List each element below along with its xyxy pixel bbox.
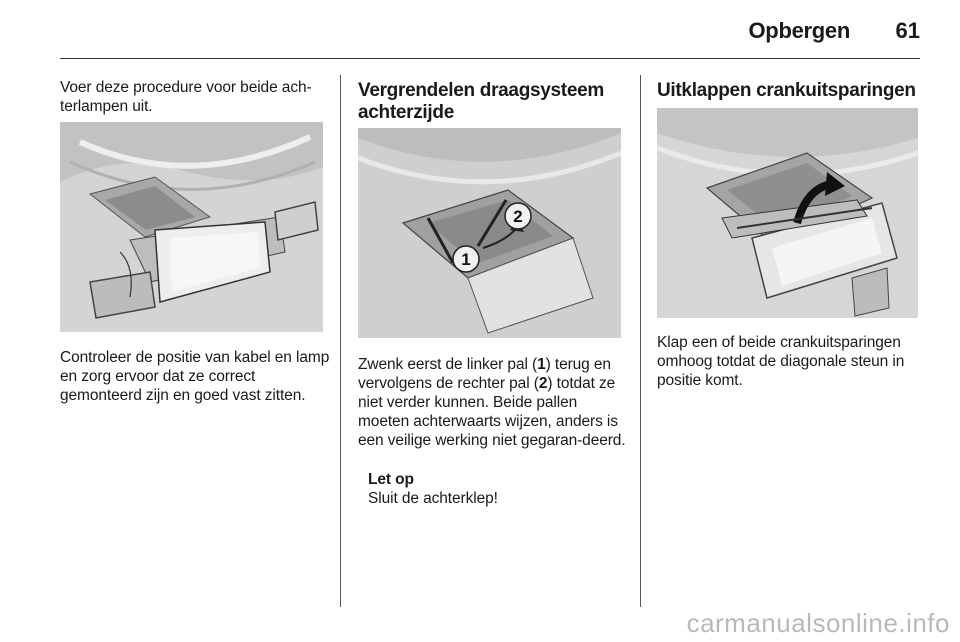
column-divider-2 <box>640 75 641 607</box>
col2-heading: Vergrendelen draagsysteem achterzijde <box>358 80 604 123</box>
body-text-part3: ) totdat ze niet verder kunnen. Beide pallen moeten achterwaarts wijzen, anders is een veilige werking niet gegaran-deerd. <box>358 375 626 449</box>
body-ref-2: 2 <box>538 375 548 392</box>
column-divider-1 <box>340 75 341 607</box>
body-ref-1: 1 <box>537 356 546 373</box>
body-text-part2: ) terug en vervolgens de rechter pal ( <box>358 356 611 392</box>
callout-marker-2: 2 <box>513 207 523 226</box>
col2-body <box>358 355 626 450</box>
note-text: Sluit de achterklep! <box>368 490 498 507</box>
callout-marker-1: 1 <box>461 250 471 269</box>
note-title: Let op <box>368 471 414 488</box>
taillight-illustration <box>60 122 323 332</box>
carrier-lock-illustration <box>358 128 621 338</box>
page-number: 61 <box>895 18 920 43</box>
col1-caption: Controleer de positie van kabel en lamp en zorg ervoor dat ze correct gemonteerd zijn en goed vast zitten. <box>60 349 330 404</box>
col3-heading: Uitklappen crankuitsparingen <box>657 80 916 101</box>
body-text-part1: Zwenk eerst de linker pal ( <box>358 356 538 373</box>
header-divider <box>60 58 920 59</box>
watermark: carmanualsonline.info <box>686 608 950 638</box>
intro-text: Voer deze procedure voor beide ach-terlampen uit. <box>60 79 312 115</box>
crank-cutout-illustration <box>657 108 918 318</box>
note-block <box>368 470 618 508</box>
section-title: Opbergen <box>748 18 850 43</box>
col3-caption: Klap een of beide crankuitsparingen omhoog totdat de diagonale steun in positie komt. <box>657 334 905 389</box>
